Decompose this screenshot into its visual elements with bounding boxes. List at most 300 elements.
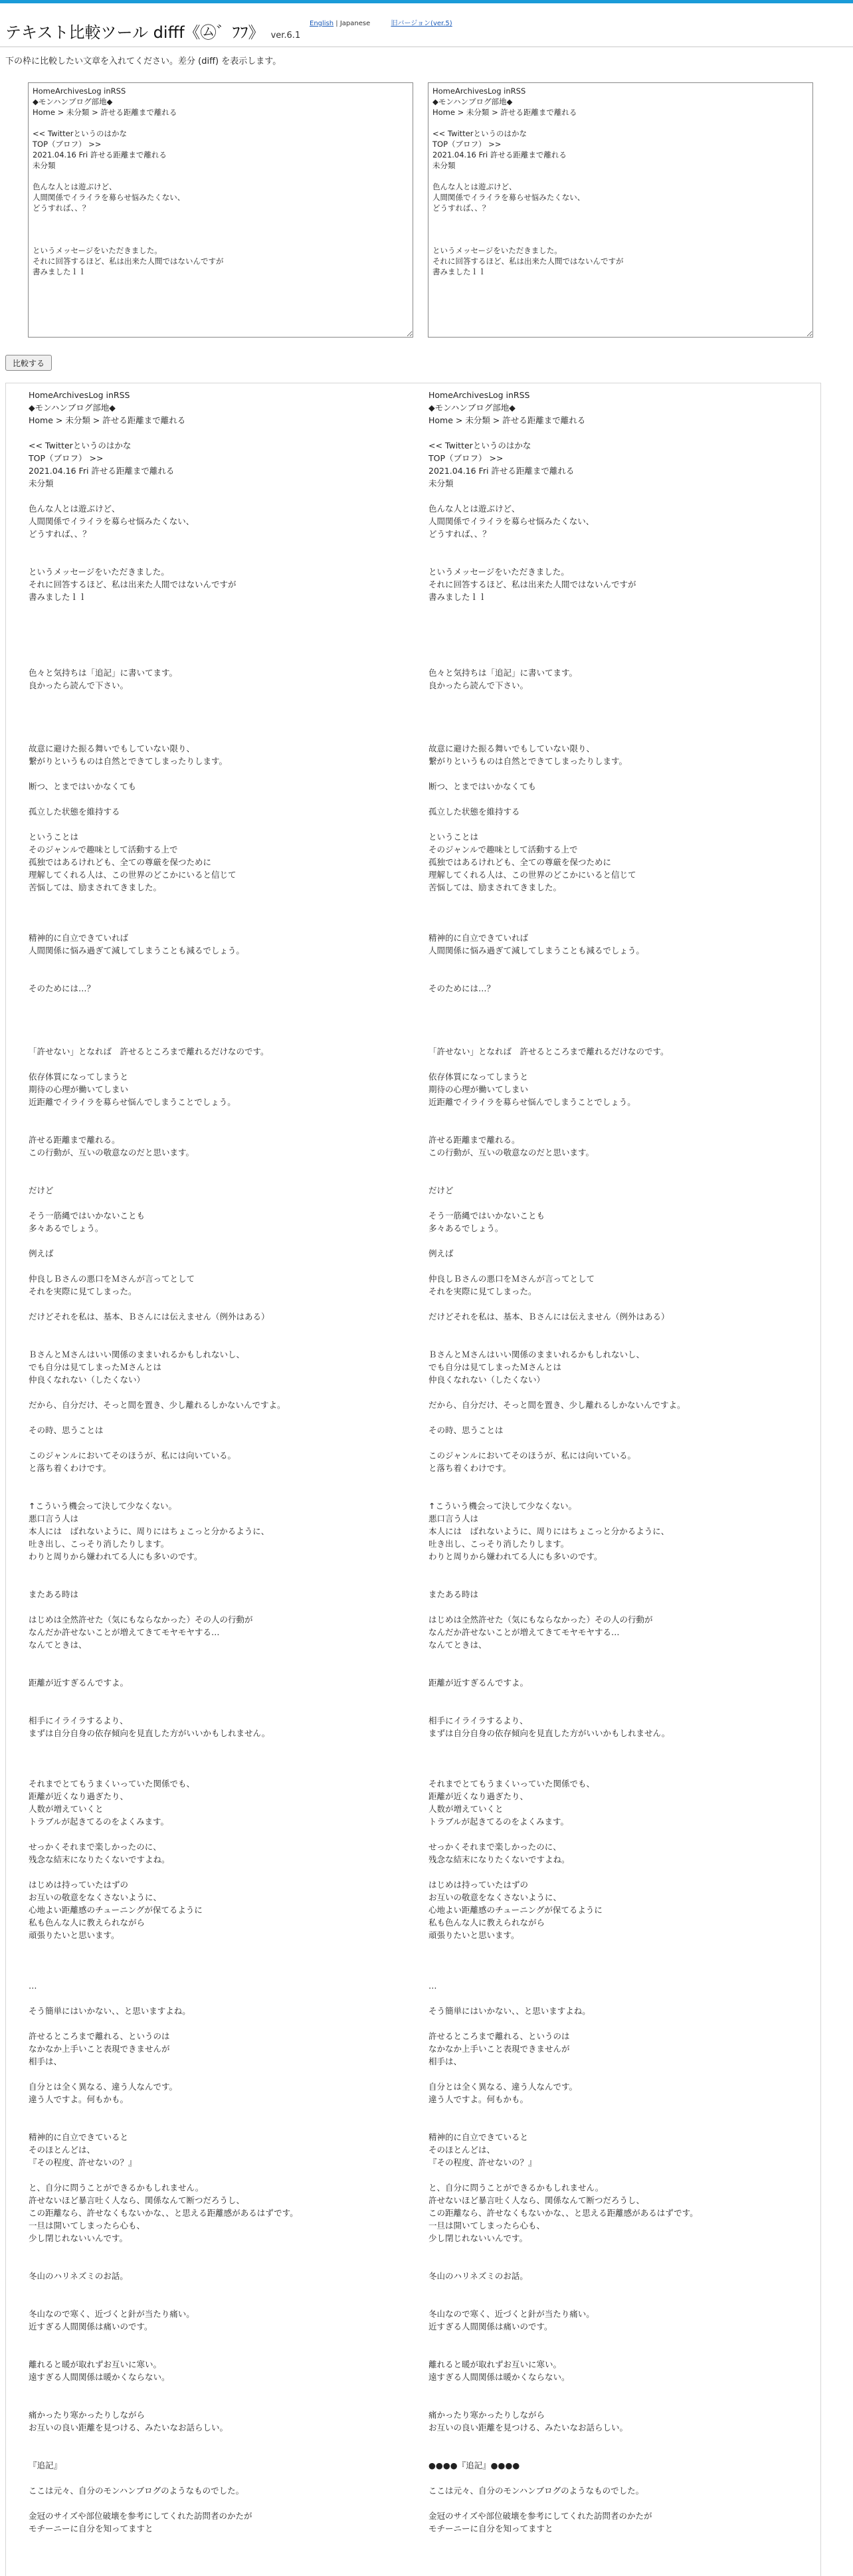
diff-right-line: わりと周りから嫌われてる人にも多いのです。	[428, 1551, 603, 1561]
diff-right-line: はじめは全然許せた（気にもならなかった）その人の行動が	[428, 1615, 653, 1625]
diff-left-line	[29, 1702, 401, 1714]
diff-right-line	[428, 1108, 801, 1121]
diff-left-line	[29, 2383, 401, 2396]
diff-left-line: TOP（ブロフ） >>	[29, 453, 104, 463]
diff-left-line	[29, 1020, 401, 1033]
diff-left-column	[29, 389, 401, 2535]
diff-right-line	[428, 2106, 801, 2118]
diff-right-line: 吐き出し、こっそり消したりします。	[428, 1539, 569, 1549]
diff-left-line	[29, 818, 401, 831]
diff-right-line	[428, 818, 801, 831]
diff-right-line	[428, 1487, 801, 1500]
diff-left-line: でも自分は見てしまったＭさんとは	[29, 1362, 162, 1372]
diff-left-line	[29, 1563, 401, 1575]
diff-left-line: 冬山なので寒く、近づくと針が当たり痛い。	[29, 2309, 195, 2319]
diff-right-line: 本人には ばれないように、周りにはちょこっと分かるように、	[428, 1526, 670, 1536]
version-label: ver.6.1	[270, 31, 301, 41]
lang-japanese-current: Japanese	[339, 20, 371, 27]
diff-left-line	[29, 1336, 401, 1348]
diff-left-line: 頑張りたいと思います。	[29, 1930, 120, 1940]
diff-left-line	[29, 1197, 401, 1209]
diff-left-line: 未分類	[29, 478, 54, 488]
diff-right-line: 仲良くなれない（したくない）	[428, 1375, 545, 1385]
diff-right-line: 痛かったり寒かったりしながら	[428, 2410, 545, 2420]
diff-left-line	[29, 654, 401, 666]
diff-right-line: HomeArchivesLog inRSS	[428, 390, 530, 400]
diff-right-line	[428, 894, 801, 906]
diff-right-line	[428, 616, 801, 629]
diff-right-line	[428, 1235, 801, 1247]
diff-right-line	[428, 1601, 801, 1613]
diff-right-line: だから、自分だけ、そっと間を置き、少し離れるしかないんですよ。	[428, 1400, 686, 1410]
diff-right-line: ということは	[428, 832, 479, 842]
diff-left-line	[29, 2106, 401, 2118]
diff-right-line: 孤立した状態を維持する	[428, 807, 520, 817]
diff-right-line: 冬山のハリネズミのお話。	[428, 2271, 528, 2281]
diff-right-line: 人間関係でイライラを募らせ悩みたくない、	[428, 516, 595, 526]
diff-right-line: …	[428, 1981, 437, 1991]
diff-left-line: 近すぎる人間関係は痛いのです。	[29, 2322, 153, 2331]
diff-left-line: なんだか許せないことが増えてきてモヤモヤする…	[29, 1627, 220, 1637]
diff-right-line	[428, 1058, 801, 1070]
diff-right-line: そう簡単にはいかない、、と思いますよね。	[428, 2006, 591, 2016]
diff-right-line: 許せるところまで離れる、というのは	[428, 2031, 570, 2041]
diff-right-line	[428, 995, 801, 1007]
diff-right-line: ＢさんとＭさんはいい関係のままいれるかもしれないし、	[428, 1349, 645, 1359]
diff-left-line	[29, 603, 401, 616]
diff-right-line	[428, 1752, 801, 1765]
diff-left-line: 依存体質になってしまうと	[29, 1072, 129, 1082]
diff-right-line	[428, 1702, 801, 1714]
diff-right-line: それを実際に見てしまった。	[428, 1286, 537, 1296]
diff-left-line	[29, 2497, 401, 2510]
diff-left-line	[29, 1121, 401, 1134]
diff-right-line	[428, 1386, 801, 1399]
diff-left-line	[29, 616, 401, 629]
diff-left-line: トラブルが起きてるのをよくみます。	[29, 1817, 169, 1827]
diff-left-line	[29, 793, 401, 805]
diff-left-line	[29, 957, 401, 969]
diff-right-line: 精神的に自立できていれば	[428, 933, 529, 943]
diff-right-line: はじめは持っていたはずの	[428, 1880, 529, 1890]
diff-right-line	[428, 1411, 801, 1424]
diff-right-line: 少し閉じれないいんです。	[428, 2233, 528, 2243]
diff-right-line: 金冠のサイズや部位破壊を参考にしてくれた訪問者のかたが	[428, 2511, 652, 2521]
diff-right-line	[428, 553, 801, 565]
diff-left-line: 断つ、とまではいかなくても	[29, 781, 137, 791]
diff-right-line: 頑張りたいと思います。	[428, 1930, 520, 1940]
diff-left-line: 悪口言う人は	[29, 1514, 79, 1524]
diff-right-line	[428, 2282, 801, 2295]
diff-right-line	[428, 490, 801, 502]
diff-right-line	[428, 1437, 801, 1449]
diff-right-line	[428, 1298, 801, 1310]
diff-right-line: そのほとんどは、	[428, 2145, 496, 2155]
diff-left-line: ↑こういう機会って決して少なくない。	[29, 1501, 177, 1511]
diff-left-line: ＢさんとＭさんはいい関係のままいれるかもしれないし、	[29, 1349, 245, 1359]
diff-right-line	[428, 692, 801, 704]
diff-right-line: 遠すぎる人間関係は暖かくならない。	[428, 2372, 570, 2382]
diff-left-line	[29, 2017, 401, 2030]
diff-left-line: そう一筋縄ではいかないことも	[29, 1211, 145, 1221]
diff-left-line: 精神的に自立できていると	[29, 2132, 129, 2142]
diff-left-line: 一旦は開いてしまったら心も、	[29, 2221, 145, 2230]
diff-left-line: 許せないほど暴言吐く人なら、関係なんて断つだろうし、	[29, 2195, 245, 2205]
diff-left-line: 自分とは全く異なる、違う人なんです。	[29, 2082, 178, 2092]
diff-right-line: お互いの良い距離を見つける、みたいなお話らしい。	[428, 2423, 628, 2432]
diff-right-line: 許せる距離まで離れる。	[428, 1135, 520, 1145]
diff-right-line: 色んな人とは遊ぶけど、	[428, 504, 520, 514]
diff-left-line: このジャンルにおいてそのほうが、私には向いている。	[29, 1450, 236, 1460]
diff-left-line: まずは自分自身の依存傾向を見直した方がいいかもしれません。	[29, 1728, 270, 1738]
diff-right-line: 断つ、とまではいかなくても	[428, 781, 537, 791]
diff-right-line: 相手にイライラするより、	[428, 1716, 528, 1726]
diff-right-line: そのためには…？	[428, 983, 496, 993]
diff-right-line: まずは自分自身の依存傾向を見直した方がいいかもしれません。	[428, 1728, 670, 1738]
diff-right-line: 離れると暖が取れずお互いに寒い。	[428, 2359, 562, 2369]
diff-right-line	[428, 717, 801, 730]
diff-right-line: 多々あるでしょう。	[428, 1223, 504, 1233]
diff-right-line: モチーニーに自分を知ってますと	[428, 2524, 553, 2533]
diff-left-line: だけど	[29, 1185, 54, 1195]
diff-right-line: 心地よい距離感のチューニングが保てるように	[428, 1905, 603, 1915]
diff-right-line: そう一筋縄ではいかないことも	[428, 1211, 545, 1221]
diff-right-line: なんだか許せないことが増えてきてモヤモヤする…	[428, 1627, 620, 1637]
diff-left-line: はじめは持っていたはずの	[29, 1880, 129, 1890]
diff-left-line: それに回答するほど、私は出来た人間ではないんですが	[29, 579, 237, 589]
diff-left-line: 期待の心理が働いてしまい	[29, 1084, 129, 1094]
diff-left-line: 例えば	[29, 1248, 54, 1258]
diff-left-line: お互いの敬意をなくさないように、	[29, 1892, 162, 1902]
diff-right-line: TOP（ブロフ） >>	[428, 453, 504, 463]
diff-left-line: だから、自分だけ、そっと間を置き、少し離れるしかないんですよ。	[29, 1400, 286, 1410]
diff-right-line	[428, 2295, 801, 2308]
diff-right-line	[428, 1563, 801, 1575]
diff-left-line: 精神的に自立できていれば	[29, 933, 129, 943]
diff-left-line: 遠すぎる人間関係は暖かくならない。	[29, 2372, 170, 2382]
diff-left-line: ここは元々、自分のモンハンブログのようなものでした。	[29, 2486, 244, 2496]
diff-left-line	[29, 540, 401, 553]
diff-left-line	[29, 1689, 401, 1702]
diff-left-line: と落ち着くわけです。	[29, 1463, 112, 1473]
diff-right-line: 「許せない」となれば 許せるところまで離れるだけなのです。	[428, 1046, 669, 1056]
diff-left-line	[29, 1752, 401, 1765]
diff-right-line: それに回答するほど、私は出来た人間ではないんですが	[428, 579, 636, 589]
diff-left-line	[29, 2333, 401, 2345]
diff-left-line	[29, 1007, 401, 1020]
diff-right-line: 繋がりというものは自然とできてしまったりします。	[428, 756, 628, 766]
diff-right-line	[428, 2345, 801, 2358]
diff-left-line: モチーニーに自分を知ってますと	[29, 2524, 153, 2533]
diff-right-line	[428, 2169, 801, 2181]
diff-left-line	[29, 629, 401, 641]
diff-left-line: 金冠のサイズや部位破壊を参考にしてくれた訪問者のかたが	[29, 2511, 252, 2521]
diff-right-line	[428, 1575, 801, 1588]
diff-left-line: HomeArchivesLog inRSS	[29, 390, 130, 400]
diff-right-line	[428, 1992, 801, 2005]
diff-right-line: どうすれば、、？	[428, 529, 491, 539]
diff-left-line	[29, 1601, 401, 1613]
diff-left-line: ということは	[29, 832, 79, 842]
diff-left-line: お互いの良い距離を見つける、みたいなお話らしい。	[29, 2423, 229, 2432]
diff-left-line	[29, 1171, 401, 1184]
diff-right-line: せっかくそれまで楽しかったのに、	[428, 1842, 561, 1852]
diff-right-line: 私も色んな人に教えられながら	[428, 1918, 545, 1928]
diff-right-line: この距離なら、許せなくもないかな、、と思える距離感があるはずです。	[428, 2208, 698, 2218]
diff-right-line	[428, 2396, 801, 2409]
diff-right-line	[428, 2244, 801, 2257]
diff-left-line	[29, 1487, 401, 1500]
diff-right-line: 期待の心理が働いてしまい	[428, 1084, 529, 1094]
diff-right-line	[428, 1941, 801, 1954]
diff-right-line: 違う人ですよ。何もかも。	[428, 2094, 529, 2104]
diff-right-line	[428, 540, 801, 553]
diff-right-line	[428, 1007, 801, 1020]
diff-left-line: 仲良しＢさんの悪口をＭさんが言ってとして	[29, 1274, 195, 1284]
diff-left-line	[29, 1575, 401, 1588]
diff-left-line	[29, 1765, 401, 1777]
diff-right-line: そのジャンルで趣味として活動する上で	[428, 844, 578, 854]
diff-left-line	[29, 1437, 401, 1449]
diff-right-line	[428, 603, 801, 616]
diff-right-line	[428, 1828, 801, 1840]
diff-right-line: お互いの敬意をなくさないように、	[428, 1892, 562, 1902]
diff-right-line	[428, 641, 801, 654]
diff-right-line	[428, 1336, 801, 1348]
diff-right-line: 近距離でイライラを募らせ悩んでしまうことでしょう。	[428, 1097, 636, 1107]
diff-left-line	[29, 2446, 401, 2459]
diff-right-line: それまでとてもうまくいっていた関係でも、	[428, 1779, 595, 1789]
diff-right-line: ●●●●『追記』●●●●	[428, 2460, 520, 2470]
diff-right-line: ↑こういう機会って決して少なくない。	[428, 1501, 577, 1511]
diff-right-line	[428, 427, 801, 439]
diff-right-line	[428, 1323, 801, 1336]
diff-left-line: その時、思うことは	[29, 1425, 104, 1435]
diff-left-line	[29, 2472, 401, 2484]
diff-left-line	[29, 1664, 401, 1676]
diff-left-line	[29, 1992, 401, 2005]
diff-left-line: せっかくそれまで楽しかったのに、	[29, 1842, 161, 1852]
diff-left-line	[29, 1260, 401, 1272]
diff-left-line: 距離が近くなり過ぎたり、	[29, 1791, 129, 1801]
diff-left-line: 繋がりというものは自然とできてしまったりします。	[29, 756, 228, 766]
diff-right-line: 色々と気持ちは「追記」に書いてます。	[428, 668, 578, 678]
diff-left-line	[29, 1828, 401, 1840]
diff-right-line	[428, 1260, 801, 1272]
diff-right-line	[428, 793, 801, 805]
diff-right-line: 苦悩しては、励まされてきました。	[428, 882, 562, 892]
diff-right-line	[428, 1651, 801, 1664]
diff-left-line: 冬山のハリネズミのお話。	[29, 2271, 128, 2281]
diff-right-line: ここは元々、自分のモンハンブログのようなものでした。	[428, 2486, 644, 2496]
diff-left-line	[29, 1651, 401, 1664]
diff-left-line	[29, 2434, 401, 2446]
diff-right-line: 仲良しＢさんの悪口をＭさんが言ってとして	[428, 1274, 595, 1284]
diff-left-line: 近距離でイライラを募らせ悩んでしまうことでしょう。	[29, 1097, 236, 1107]
diff-left-line: 多々あるでしょう。	[29, 1223, 104, 1233]
diff-right-line: 例えば	[428, 1248, 454, 1258]
diff-right-line: 冬山なので寒く、近づくと針が当たり痛い。	[428, 2309, 595, 2319]
diff-left-line: わりと周りから嫌われてる人にも多いのです。	[29, 1551, 203, 1561]
diff-right-line	[428, 1866, 801, 1878]
diff-right-line	[428, 629, 801, 641]
lang-separator: |	[335, 20, 338, 27]
diff-result-panel	[5, 383, 821, 2576]
diff-left-line	[29, 2345, 401, 2358]
diff-left-line	[29, 1298, 401, 1310]
diff-right-line: 未分類	[428, 478, 454, 488]
diff-left-line: 色んな人とは遊ぶけど、	[29, 504, 120, 514]
diff-left-line: そのほとんどは、	[29, 2145, 96, 2155]
top-accent-bar	[0, 0, 853, 3]
diff-left-line: 良かったら読んで下さい。	[29, 680, 129, 690]
diff-left-line: そのためには…？	[29, 983, 96, 993]
diff-left-line: 孤独ではあるけれども、全ての尊厳を保つために	[29, 857, 212, 867]
diff-left-line: 吐き出し、こっそり消したりします。	[29, 1539, 169, 1549]
compare-button[interactable]: 比較する	[5, 355, 52, 371]
diff-left-line: 許せる距離まで離れる。	[29, 1135, 120, 1145]
diff-right-line: 人数が増えていくと	[428, 1804, 504, 1814]
diff-right-line	[428, 2383, 801, 2396]
diff-left-line: 人数が増えていくと	[29, 1804, 104, 1814]
diff-right-line	[428, 2068, 801, 2080]
diff-left-line	[29, 1411, 401, 1424]
diff-right-line	[428, 1121, 801, 1134]
diff-left-line	[29, 919, 401, 932]
diff-left-line	[29, 641, 401, 654]
diff-left-line: 離れると暖が取れずお互いに寒い。	[29, 2359, 162, 2369]
diff-left-line: それまでとてもうまくいっていた関係でも、	[29, 1779, 195, 1789]
diff-right-line: というメッセージをいただきました。	[428, 567, 569, 577]
diff-right-line	[428, 1967, 801, 1979]
page-header	[5, 12, 300, 43]
diff-left-line: 本人には ばれないように、周りにはちょこっと分かるように、	[29, 1526, 270, 1536]
diff-left-line	[29, 1033, 401, 1045]
diff-left-line	[29, 1386, 401, 1399]
diff-left-line: またある時は	[29, 1589, 79, 1599]
diff-right-line: 『その程度、許せないの？』	[428, 2157, 537, 2167]
diff-right-line: 人間関係に悩み過ぎて減してしまうことも減るでしょう。	[428, 945, 644, 955]
diff-right-line: またある時は	[428, 1589, 479, 1599]
diff-left-line	[29, 717, 401, 730]
diff-left-line	[29, 1866, 401, 1878]
old-version-link[interactable]: 旧バージョン(ver.5)	[391, 20, 452, 27]
diff-left-line	[29, 553, 401, 565]
diff-left-line: 『その程度、許せないの？』	[29, 2157, 137, 2167]
diff-right-line: なかなか上手いこと表現できませんが	[428, 2044, 570, 2054]
diff-left-line: 色々と気持ちは「追記」に書いてます。	[29, 668, 178, 678]
diff-left-line: 距離が近すぎるんですよ。	[29, 1678, 129, 1688]
right-text-input[interactable]	[428, 82, 813, 338]
diff-right-line	[428, 2472, 801, 2484]
diff-right-line	[428, 704, 801, 717]
diff-right-line: 悪口言う人は	[428, 1514, 479, 1524]
diff-right-line	[428, 1689, 801, 1702]
diff-left-line	[29, 906, 401, 919]
diff-left-line	[29, 490, 401, 502]
diff-right-line	[428, 906, 801, 919]
diff-left-line	[29, 2244, 401, 2257]
diff-right-line: 距離が近すぎるんですよ。	[428, 1678, 529, 1688]
diff-left-line: 少し閉じれないいんです。	[29, 2233, 128, 2243]
diff-right-line	[428, 1020, 801, 1033]
diff-right-line: なんてときは、	[428, 1640, 487, 1650]
diff-right-line	[428, 654, 801, 666]
diff-left-line: なかなか上手いこと表現できませんが	[29, 2044, 170, 2054]
diff-right-line: でも自分は見てしまったＭさんとは	[428, 1362, 562, 1372]
diff-right-line	[428, 1954, 801, 1967]
diff-left-line: 仲良くなれない（したくない）	[29, 1375, 145, 1385]
diff-left-line	[29, 2257, 401, 2270]
diff-left-line: はじめは全然許せた（気にもならなかった）その人の行動が	[29, 1615, 253, 1625]
diff-left-line: そう簡単にはいかない、、と思いますよね。	[29, 2006, 191, 2016]
diff-right-line	[428, 1474, 801, 1487]
diff-right-line	[428, 1765, 801, 1777]
diff-left-line: 相手にイライラするより、	[29, 1716, 128, 1726]
diff-left-line: 相手は、	[29, 2056, 62, 2066]
diff-left-line: 人間関係に悩み過ぎて減してしまうことも減るでしょう。	[29, 945, 244, 955]
diff-left-line: 痛かったり寒かったりしながら	[29, 2410, 145, 2420]
diff-right-line: 依存体質になってしまうと	[428, 1072, 529, 1082]
diff-right-line: 書みましたｌｌ	[428, 592, 487, 602]
diff-right-line: 許せないほど暴言吐く人なら、関係なんて断つだろうし、	[428, 2195, 645, 2205]
diff-left-line	[29, 1235, 401, 1247]
diff-right-line: 理解してくれる人は、この世界のどこかにいると信じて	[428, 870, 636, 880]
diff-left-line: 心地よい距離感のチューニングが保てるように	[29, 1905, 203, 1915]
diff-right-line: 一旦は開いてしまったら心も、	[428, 2221, 545, 2230]
diff-right-line	[428, 2333, 801, 2345]
diff-left-line: 許せるところまで離れる、というのは	[29, 2031, 170, 2041]
diff-left-line: 書みましたｌｌ	[29, 592, 87, 602]
instructions-text: 下の枠に比較したい文章を入れてください。差分 (diff) を表示します。	[5, 56, 282, 66]
diff-left-line	[29, 1954, 401, 1967]
diff-left-line	[29, 767, 401, 780]
diff-right-line: 孤独ではあるけれども、全ての尊厳を保つために	[428, 857, 612, 867]
diff-left-line	[29, 427, 401, 439]
lang-english-link[interactable]: English	[310, 20, 334, 27]
diff-left-line	[29, 995, 401, 1007]
diff-left-line: 孤立した状態を維持する	[29, 807, 120, 817]
diff-right-line: と、自分に問うことができるかもしれません。	[428, 2183, 604, 2193]
diff-left-line	[29, 1323, 401, 1336]
diff-left-line	[29, 2169, 401, 2181]
diff-left-line: そのジャンルで趣味として活動する上で	[29, 844, 178, 854]
diff-right-line: 良かったら読んで下さい。	[428, 680, 529, 690]
diff-right-line: 自分とは全く異なる、違う人なんです。	[428, 2082, 578, 2092]
diff-right-line: 近すぎる人間関係は痛いのです。	[428, 2322, 553, 2331]
diff-left-line	[29, 1474, 401, 1487]
diff-right-line: 精神的に自立できていると	[428, 2132, 529, 2142]
diff-left-line	[29, 2282, 401, 2295]
left-text-input[interactable]	[28, 82, 413, 338]
diff-left-line	[29, 1739, 401, 1752]
diff-right-line	[428, 2118, 801, 2131]
diff-right-line	[428, 2434, 801, 2446]
diff-right-line	[428, 767, 801, 780]
diff-right-line	[428, 1664, 801, 1676]
diff-left-line: この距離なら、許せなくもないかな、、と思える距離感があるはずです。	[29, 2208, 298, 2218]
diff-left-line: Home > 未分類 > 許せる距離まで離れる	[29, 415, 186, 425]
diff-right-line: このジャンルにおいてそのほうが、私には向いている。	[428, 1450, 636, 1460]
diff-left-line	[29, 730, 401, 742]
diff-right-line	[428, 730, 801, 742]
diff-right-line: Home > 未分類 > 許せる距離まで離れる	[428, 415, 586, 425]
diff-left-line: どうすれば、、？	[29, 529, 91, 539]
diff-right-line	[428, 2257, 801, 2270]
diff-left-line: 私も色んな人に教えられながら	[29, 1918, 145, 1928]
diff-left-line	[29, 1967, 401, 1979]
diff-left-line: それを実際に見てしまった。	[29, 1286, 137, 1296]
